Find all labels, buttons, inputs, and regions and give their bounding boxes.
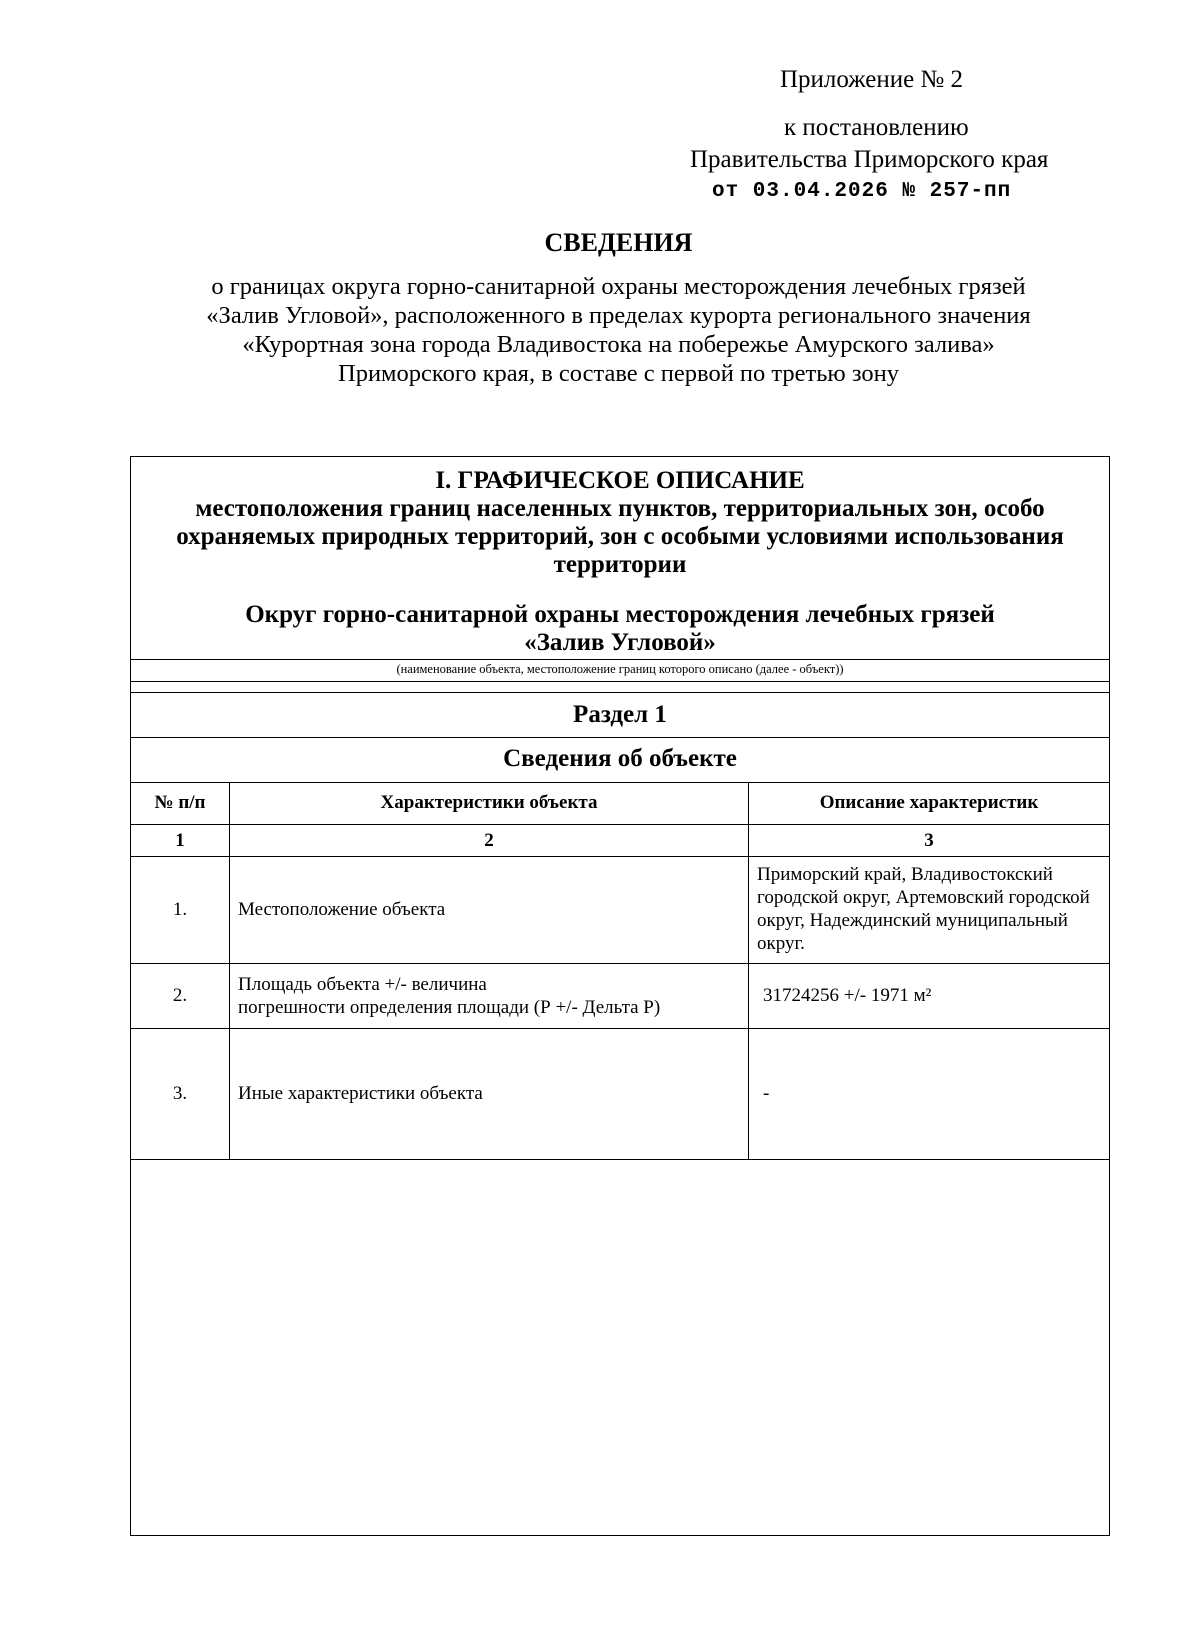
- divider: [131, 659, 1109, 660]
- resolution-date-number: от 03.04.2026 № 257-пп: [712, 180, 1012, 203]
- row-number: 3.: [131, 1029, 230, 1160]
- resolution-line: Правительства Приморского края: [690, 146, 1049, 173]
- section-heading-line: местоположения границ населенных пунктов, территориальных зон, особо: [195, 495, 1045, 522]
- row-description: 31724256 +/- 1971 м²: [749, 964, 1110, 1029]
- row-number: 1.: [131, 857, 230, 964]
- table-row: [131, 964, 1109, 1029]
- divider: [131, 737, 1109, 738]
- subtitle-line: о границах округа горно-санитарной охраны месторождения лечебных грязей: [211, 273, 1026, 300]
- row-description: [749, 857, 1110, 964]
- object-name-line: Округ горно-санитарной охраны месторождения лечебных грязей: [245, 601, 995, 628]
- section-heading-line: территории: [553, 551, 687, 578]
- characteristic-line: погрешности определения площади (Р +/- Дельта Р): [238, 997, 661, 1018]
- column-numbers-row: [131, 825, 1109, 857]
- section-heading-line: охраняемых природных территорий, зон с особыми условиями использования: [176, 523, 1064, 550]
- header-characteristic: Характеристики объекта: [230, 782, 749, 825]
- subtitle-line: «Курортная зона города Владивостока на побережье Амурского залива»: [242, 331, 995, 358]
- column-number: 2: [230, 825, 749, 857]
- document-subtitle: [0, 272, 1200, 388]
- razdel-title: Сведения об объекте: [503, 745, 737, 772]
- section-frame: [130, 456, 1110, 1536]
- subtitle-line: «Залив Угловой», расположенного в пределах курорта регионального значения: [206, 302, 1031, 329]
- header-num: № п/п: [131, 782, 230, 825]
- object-note: (наименование объекта, местоположение границ которого описано (далее - объект)): [396, 662, 844, 676]
- row-characteristic: [230, 964, 749, 1029]
- subtitle-line: Приморского края, в составе с первой по третью зону: [338, 360, 899, 387]
- table-header-row: [131, 782, 1109, 825]
- description-line: Приморский край, Владивостокский: [757, 864, 1053, 885]
- row-characteristic: Местоположение объекта: [230, 857, 749, 964]
- column-number: 1: [131, 825, 230, 857]
- appendix-label: Приложение № 2: [780, 66, 964, 93]
- divider: [131, 681, 1109, 682]
- divider: [131, 692, 1109, 693]
- table-row: [131, 857, 1109, 964]
- column-number: 3: [749, 825, 1110, 857]
- description-line: округ.: [757, 933, 805, 954]
- razdel-label: Раздел 1: [573, 701, 667, 728]
- section-heading-line: I. ГРАФИЧЕСКОЕ ОПИСАНИЕ: [435, 467, 805, 494]
- object-name: [131, 601, 1109, 657]
- header-description: Описание характеристик: [749, 782, 1110, 825]
- characteristic-line: Площадь объекта +/- величина: [238, 974, 487, 995]
- row-number: 2.: [131, 964, 230, 1029]
- object-table: [131, 782, 1109, 1160]
- row-characteristic: Иные характеристики объекта: [230, 1029, 749, 1160]
- resolution-line: к постановлению: [784, 114, 969, 141]
- description-line: округ, Надеждинский муниципальный: [757, 910, 1068, 931]
- document-title: СВЕДЕНИЯ: [544, 228, 693, 257]
- object-name-line: «Залив Угловой»: [524, 629, 716, 656]
- row-description: -: [749, 1029, 1110, 1160]
- table-row: [131, 1029, 1109, 1160]
- description-line: городской округ, Артемовский городской: [757, 887, 1090, 908]
- section-heading: [131, 467, 1109, 579]
